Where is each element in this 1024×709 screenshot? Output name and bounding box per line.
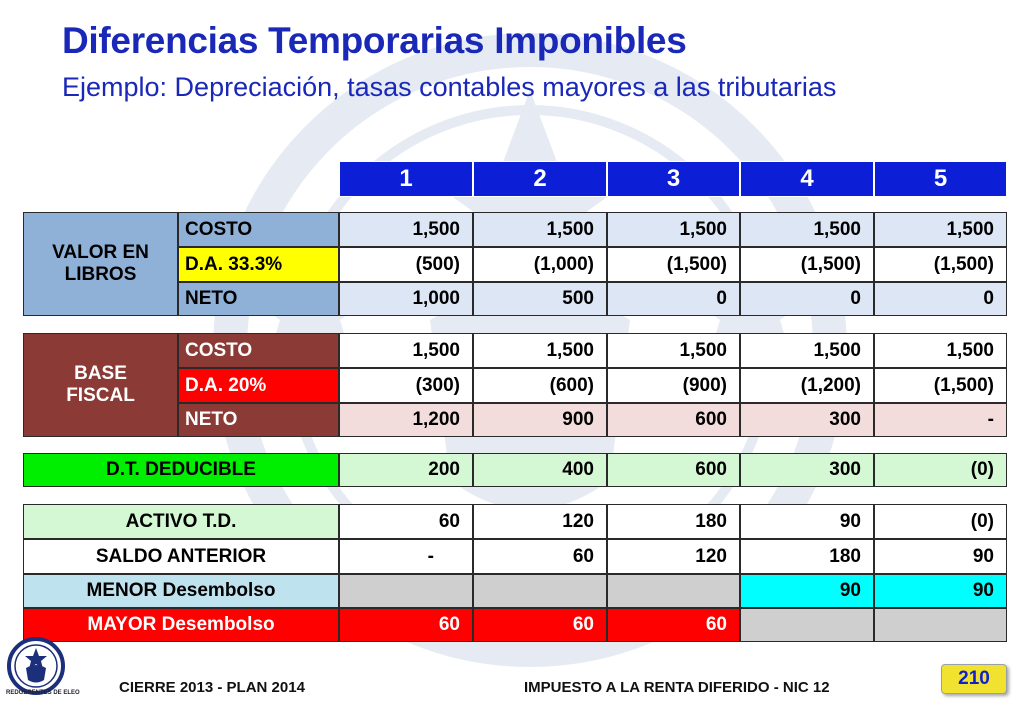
valor-libros-neto-3: 0 <box>607 282 740 316</box>
base-fiscal-neto-1: 1,200 <box>339 403 473 437</box>
valor-libros-neto-2: 500 <box>473 282 607 316</box>
valor-libros-costo-3: 1,500 <box>607 212 740 247</box>
menor-desembolso-4: 90 <box>740 574 874 608</box>
activo-td-label: ACTIVO T.D. <box>23 504 339 539</box>
menor-desembolso-label: MENOR Desembolso <box>23 574 339 608</box>
base-fiscal-da-label: D.A. 20% <box>178 368 339 403</box>
base-fiscal-costo-1: 1,500 <box>339 333 473 368</box>
mayor-desembolso-3: 60 <box>607 608 740 642</box>
year-header-1: 1 <box>339 161 473 197</box>
valor-libros-da-5: (1,500) <box>874 247 1007 282</box>
page-number-badge: 210 <box>941 664 1007 694</box>
valor-libros-da-3: (1,500) <box>607 247 740 282</box>
base-fiscal-da-2: (600) <box>473 368 607 403</box>
valor-libros-costo-label: COSTO <box>178 212 339 247</box>
dt-deducible-1: 200 <box>339 453 473 487</box>
base-fiscal-neto-2: 900 <box>473 403 607 437</box>
saldo-anterior-3: 120 <box>607 539 740 574</box>
base-fiscal-da-4: (1,200) <box>740 368 874 403</box>
logo-caption: REDGERENTES DE ELEO <box>6 690 80 696</box>
valor-libros-neto-1: 1,000 <box>339 282 473 316</box>
mayor-desembolso-2: 60 <box>473 608 607 642</box>
mayor-desembolso-label: MAYOR Desembolso <box>23 608 339 642</box>
saldo-anterior-label: SALDO ANTERIOR <box>23 539 339 574</box>
mayor-desembolso-5 <box>874 608 1007 642</box>
year-header-3: 3 <box>607 161 740 197</box>
dt-deducible-5: (0) <box>874 453 1007 487</box>
valor-libros-da-4: (1,500) <box>740 247 874 282</box>
page-title: Diferencias Temporarias Imponibles <box>62 20 687 61</box>
dt-deducible-label: D.T. DEDUCIBLE <box>23 453 339 487</box>
mayor-desembolso-4 <box>740 608 874 642</box>
base-fiscal-costo-4: 1,500 <box>740 333 874 368</box>
activo-td-1: 60 <box>339 504 473 539</box>
footer-right-text: IMPUESTO A LA RENTA DIFERIDO - NIC 12 <box>524 679 830 696</box>
dt-deducible-3: 600 <box>607 453 740 487</box>
base-fiscal-costo-2: 1,500 <box>473 333 607 368</box>
base-fiscal-costo-label: COSTO <box>178 333 339 368</box>
saldo-anterior-2: 60 <box>473 539 607 574</box>
mayor-desembolso-1: 60 <box>339 608 473 642</box>
valor-libros-neto-4: 0 <box>740 282 874 316</box>
base-fiscal-neto-label: NETO <box>178 403 339 437</box>
valor-libros-neto-label: NETO <box>178 282 339 316</box>
page-subtitle: Ejemplo: Depreciación, tasas contables mayores a las tributarias <box>62 72 837 102</box>
menor-desembolso-1 <box>339 574 473 608</box>
base-fiscal-neto-4: 300 <box>740 403 874 437</box>
dt-deducible-2: 400 <box>473 453 607 487</box>
year-header-2: 2 <box>473 161 607 197</box>
menor-desembolso-3 <box>607 574 740 608</box>
base-fiscal-da-3: (900) <box>607 368 740 403</box>
base-fiscal-da-1: (300) <box>339 368 473 403</box>
base-fiscal-costo-5: 1,500 <box>874 333 1007 368</box>
valor-libros-costo-1: 1,500 <box>339 212 473 247</box>
base-fiscal-costo-3: 1,500 <box>607 333 740 368</box>
base-fiscal-label: BASE FISCAL <box>23 333 178 437</box>
dt-deducible-4: 300 <box>740 453 874 487</box>
base-fiscal-neto-3: 600 <box>607 403 740 437</box>
valor-libros-costo-4: 1,500 <box>740 212 874 247</box>
activo-td-4: 90 <box>740 504 874 539</box>
base-fiscal-da-5: (1,500) <box>874 368 1007 403</box>
footer-left-text: CIERRE 2013 - PLAN 2014 <box>119 679 305 696</box>
saldo-anterior-5: 90 <box>874 539 1007 574</box>
valor-libros-da-label: D.A. 33.3% <box>178 247 339 282</box>
saldo-anterior-1: - <box>339 539 473 574</box>
year-header-4: 4 <box>740 161 874 197</box>
menor-desembolso-5: 90 <box>874 574 1007 608</box>
year-header-5: 5 <box>874 161 1007 197</box>
valor-libros-neto-5: 0 <box>874 282 1007 316</box>
valor-libros-costo-5: 1,500 <box>874 212 1007 247</box>
valor-libros-da-1: (500) <box>339 247 473 282</box>
base-fiscal-neto-5: - <box>874 403 1007 437</box>
activo-td-2: 120 <box>473 504 607 539</box>
valor-libros-da-2: (1,000) <box>473 247 607 282</box>
valor-libros-label: VALOR EN LIBROS <box>23 212 178 316</box>
menor-desembolso-2 <box>473 574 607 608</box>
saldo-anterior-4: 180 <box>740 539 874 574</box>
activo-td-5: (0) <box>874 504 1007 539</box>
valor-libros-costo-2: 1,500 <box>473 212 607 247</box>
activo-td-3: 180 <box>607 504 740 539</box>
